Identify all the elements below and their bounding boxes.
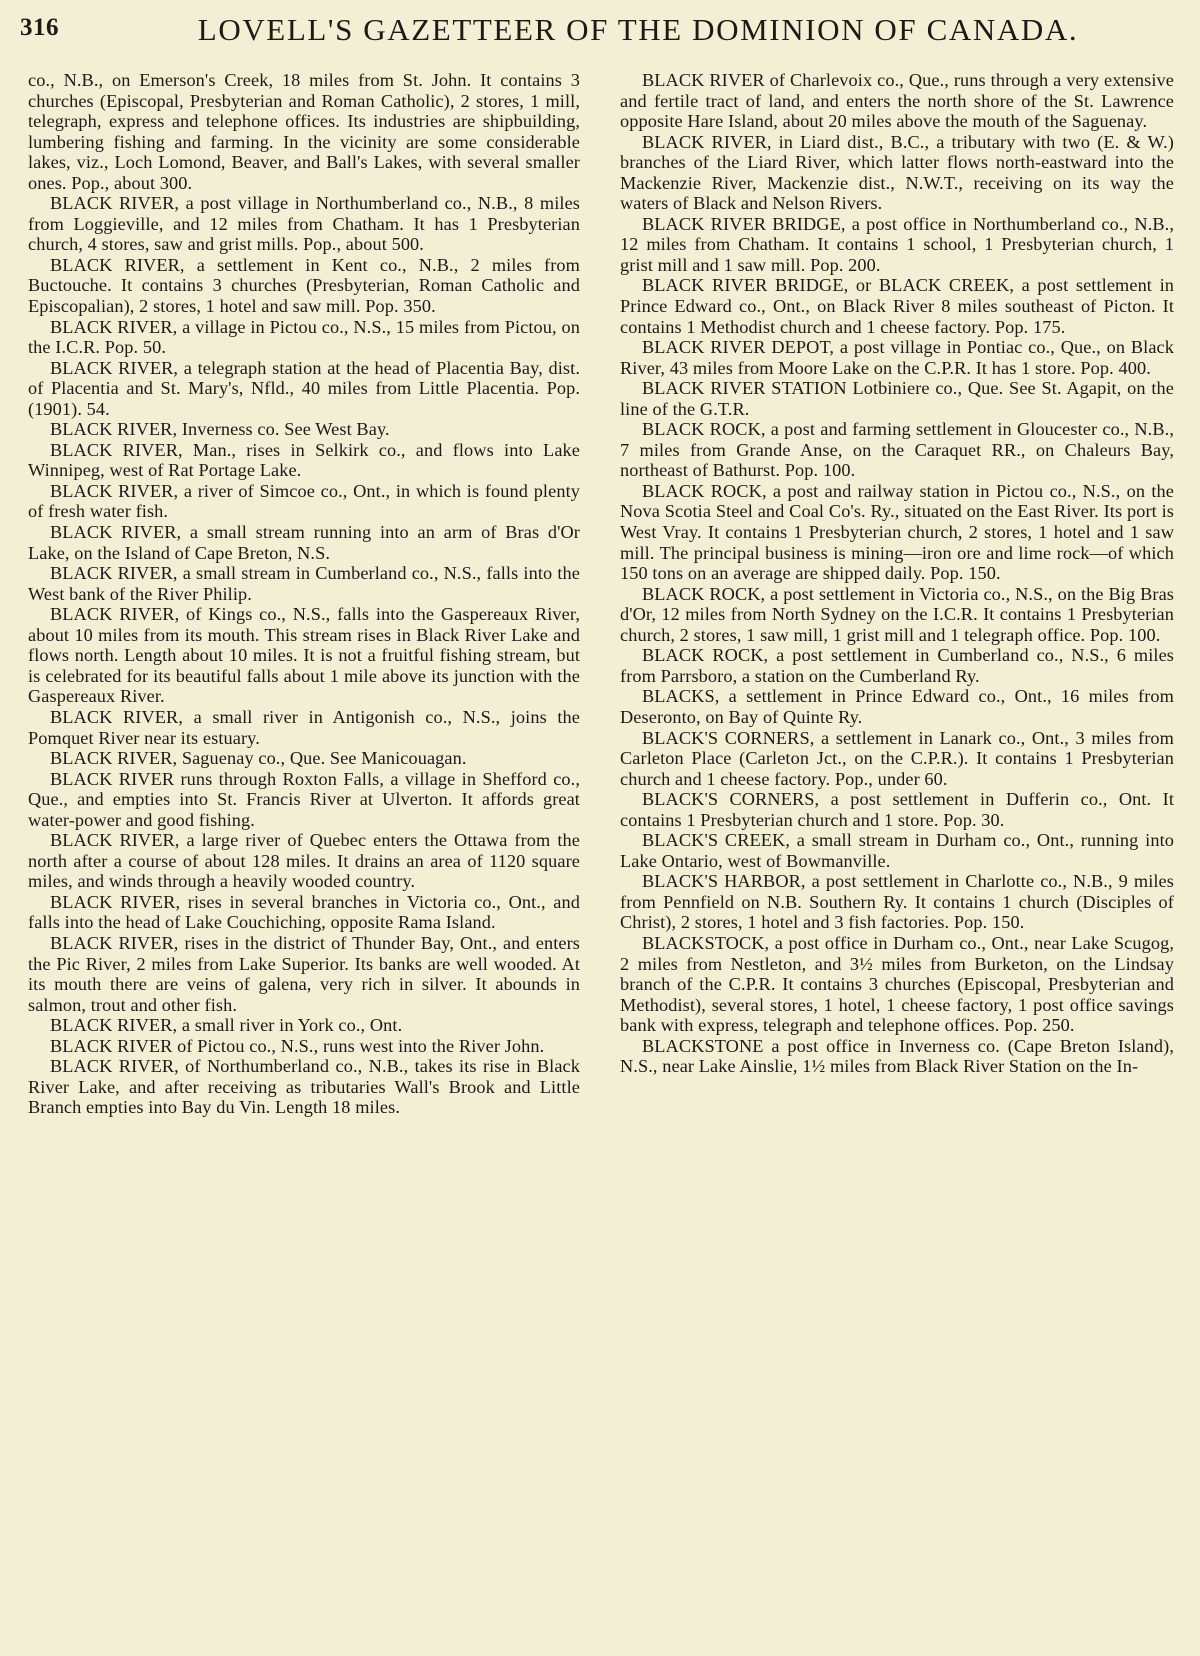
gazetteer-entry: BLACK RIVER, Man., rises in Selkirk co., and flows into Lake Winnipeg, west of Rat Portage Lake.: [28, 439, 580, 481]
page-header: [20, 10, 1180, 50]
gazetteer-entry: BLACK RIVER, a small river in Antigonish co., N.S., joins the Pomquet River near its estuary.: [28, 706, 580, 748]
gazetteer-entry: BLACK RIVER, a small stream in Cumberland co., N.S., falls into the West bank of the River Philip.: [28, 563, 580, 604]
gazetteer-entry: BLACK RIVER, in Liard dist., B.C., a tributary with two (E. & W.) branches of the Liard River, which latter flows north-eastward into the Mackenzie River, Mackenzie dist., N.W.T., receiving on its way the waters of Black and Nelson Rivers.: [620, 131, 1174, 214]
gazetteer-entry: BLACKSTONE a post office in Inverness co. (Cape Breton Island), N.S., near Lake Ainslie, 1½ miles from Black River Station on the In-: [620, 1035, 1174, 1077]
gazetteer-entry: BLACK RIVER of Pictou co., N.S., runs west into the River John.: [50, 1035, 545, 1056]
running-title: LOVELL'S GAZETTEER OF THE DOMINION OF CANADA.: [197, 12, 1079, 47]
gazetteer-entry: BLACK'S HARBOR, a post settlement in Charlotte co., N.B., 9 miles from Pennfield on N.B. Southern Ry. It contains 1 church (Disciples of Christ), 2 stores, 1 hotel and 3 fish factories. Pop. 150.: [620, 871, 1174, 933]
gazetteer-entry: BLACK RIVER, a small stream running into an arm of Bras d'Or Lake, on the Island of Cape Breton, N.S.: [28, 522, 580, 563]
gazetteer-entry: BLACK RIVER, a large river of Quebec enters the Ottawa from the north after a course of about 128 miles. It drains an area of 1120 square miles, and winds through a heavily wooded country.: [28, 830, 580, 892]
gazetteer-entry: BLACK ROCK, a post settlement in Victoria co., N.S., on the Big Bras d'Or, 12 miles from North Sydney on the I.C.R. It contains 1 Presbyterian church, 2 stores, 1 saw mill, 1 grist mill and 1 telegraph office. Pop. 100.: [620, 583, 1174, 645]
gazetteer-entry: BLACK RIVER, Saguenay co., Que. See Manicouagan.: [50, 748, 467, 769]
gazetteer-entry: BLACK ROCK, a post and farming settlement in Gloucester co., N.B., 7 miles from Grande Anse, on the Caraquet RR., on Chaleurs Bay, northeast of Bathurst. Pop. 100.: [620, 419, 1174, 481]
gazetteer-entry: BLACK RIVER runs through Roxton Falls, a village in Shefford co., Que., and empties into St. Francis River at Ulverton. It affords great water-power and good fishing.: [28, 768, 580, 830]
gazetteer-entry: BLACK RIVER, a telegraph station at the head of Placentia Bay, dist. of Placentia and St. Mary's, Nfld., 40 miles from Little Placentia. Pop. (1901). 54.: [28, 357, 580, 419]
right-column: [620, 70, 1174, 1077]
gazetteer-entry: BLACK RIVER, a small river in York co., Ont.: [50, 1015, 403, 1036]
page-number: 316: [20, 14, 59, 41]
gazetteer-entry: co., N.B., on Emerson's Creek, 18 miles from St. John. It contains 3 churches (Episcopal, Presbyterian and Roman Catholic), 2 stores, 1 mill, telegraph, express and telephone offices. Its industries are shipbuilding, lumbering fishing and farming. In the vicinity are some considerable lakes, viz., Loch Lomond, Beaver, and Ball's Lakes, with several smaller ones. Pop., about 300.: [28, 70, 580, 193]
gazetteer-entry: BLACK RIVER, of Northumberland co., N.B., takes its rise in Black River Lake, and after receiving as tributaries Wall's Brook and Little Branch empties into Bay du Vin. Length 18 miles.: [28, 1056, 580, 1118]
gazetteer-entry: BLACKS, a settlement in Prince Edward co., Ont., 16 miles from Deseronto, on Bay of Quinte Ry.: [620, 686, 1174, 727]
gazetteer-entry: BLACKSTOCK, a post office in Durham co., Ont., near Lake Scugog, 2 miles from Nestleton, and 3½ miles from Burketon, on the Lindsay branch of the C.P.R. It contains 3 churches (Episcopal, Presbyterian and Methodist), several stores, 1 hotel, 1 cheese factory, 1 post office savings bank with express, telegraph and telephone offices. Pop. 250.: [620, 932, 1174, 1036]
gazetteer-entry: BLACK RIVER, a river of Simcoe co., Ont., in which is found plenty of fresh water fish.: [28, 480, 580, 522]
gazetteer-entry: BLACK RIVER, Inverness co. See West Bay.: [50, 419, 390, 440]
gazetteer-entry: BLACK RIVER, a settlement in Kent co., N.B., 2 miles from Buctouche. It contains 3 churches (Presbyterian, Roman Catholic and Episcopalian), 2 stores, 1 hotel and saw mill. Pop. 350.: [28, 254, 580, 317]
gazetteer-entry: BLACK RIVER BRIDGE, or BLACK CREEK, a post settlement in Prince Edward co., Ont., on Black River 8 miles southeast of Picton. It contains 1 Methodist church and 1 cheese factory. Pop. 175.: [620, 275, 1174, 337]
text-columns: [28, 70, 1178, 1650]
gazetteer-entry: BLACK RIVER STATION Lotbiniere co., Que. See St. Agapit, on the line of the G.T.R.: [620, 378, 1174, 419]
gazetteer-entry: BLACK RIVER, rises in the district of Thunder Bay, Ont., and enters the Pic River, 2 miles from Lake Superior. Its banks are well wooded. At its mouth there are veins of galena, very rich in silver. It abounds in salmon, trout and other fish.: [28, 932, 580, 1015]
gazetteer-entry: BLACK RIVER, a post village in Northumberland co., N.B., 8 miles from Loggieville, and 12 miles from Chatham. It has 1 Presbyterian church, 4 stores, saw and grist mills. Pop., about 500.: [28, 193, 580, 255]
gazetteer-entry: BLACK'S CORNERS, a post settlement in Dufferin co., Ont. It contains 1 Presbyterian church and 1 store. Pop. 30.: [620, 789, 1174, 830]
gazetteer-entry: BLACK RIVER, of Kings co., N.S., falls into the Gaspereaux River, about 10 miles from its mouth. This stream rises in Black River Lake and flows north. Length about 10 miles. It is not a fruitful fishing stream, but is celebrated for its beautiful falls about 1 mile above its junction with the Gaspereaux River.: [28, 604, 580, 707]
left-column: [28, 70, 580, 1118]
gazetteer-entry: BLACK RIVER BRIDGE, a post office in Northumberland co., N.B., 12 miles from Chatham. It contains 1 school, 1 Presbyterian church, 1 grist mill and 1 saw mill. Pop. 200.: [620, 213, 1174, 275]
gazetteer-entry: BLACK ROCK, a post and railway station in Pictou co., N.S., on the Nova Scotia Steel and Coal Co's. Ry., situated on the East River. Its port is West Vray. It contains 1 Presbyterian church, 2 stores, 1 hotel and 1 saw mill. The principal business is mining—iron ore and lime rock—of which 150 tons on an average are shipped daily. Pop. 150.: [620, 480, 1174, 584]
gazetteer-entry: BLACK RIVER, a village in Pictou co., N.S., 15 miles from Pictou, on the I.C.R. Pop. 50.: [28, 316, 580, 358]
gazetteer-entry: BLACK RIVER DEPOT, a post village in Pontiac co., Que., on Black River, 43 miles from Moore Lake on the C.P.R. It has 1 store. Pop. 400.: [620, 337, 1174, 378]
gazetteer-entry: BLACK'S CORNERS, a settlement in Lanark co., Ont., 3 miles from Carleton Place (Carleton Jct., on the C.P.R.). It contains 1 Presbyterian church and 1 cheese factory. Pop., under 60.: [620, 727, 1174, 789]
gazetteer-entry: BLACK'S CREEK, a small stream in Durham co., Ont., running into Lake Ontario, west of Bowmanville.: [620, 830, 1174, 871]
gazetteer-entry: BLACK RIVER, rises in several branches in Victoria co., Ont., and falls into the head of Lake Couchiching, opposite Rama Island.: [28, 891, 580, 933]
gazetteer-entry: BLACK RIVER of Charlevoix co., Que., runs through a very extensive and fertile tract of land, and enters the north shore of the St. Lawrence opposite Hare Island, about 20 miles above the mouth of the Saguenay.: [620, 70, 1174, 132]
gazetteer-entry: BLACK ROCK, a post settlement in Cumberland co., N.S., 6 miles from Parrsboro, a station on the Cumberland Ry.: [620, 645, 1174, 686]
